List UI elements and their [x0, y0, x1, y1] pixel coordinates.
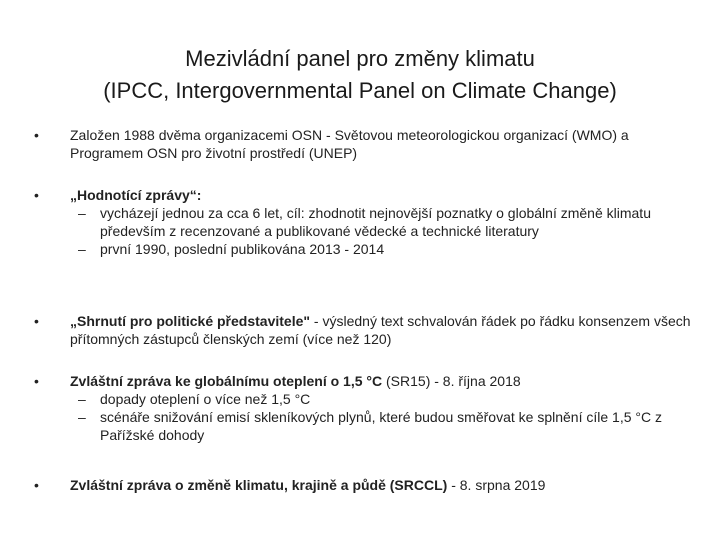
bullet-icon: • [34, 187, 39, 203]
sub-item [78, 408, 694, 444]
dash-icon: – [78, 205, 86, 221]
dash-icon: – [78, 409, 86, 425]
item-heading: „Shrnutí pro politické představitele" [70, 313, 311, 329]
item-heading: „Hodnotící zprávy“: [70, 187, 202, 203]
sub-item-text: dopady oteplení o více než 1,5 °C [100, 391, 311, 407]
sub-item [78, 390, 694, 408]
sub-item-text: vycházejí jednou za cca 6 let, cíl: zhodnotit nejnovější poznatky o globální změně klimatu především z recenzované a publikované vědecké a technické literatury [100, 205, 651, 239]
slide-title: Mezivládní panel pro změny klimatu [185, 46, 535, 71]
item-heading: Zvláštní zpráva ke globálnímu oteplení o 1,5 °C [70, 373, 383, 389]
slide-subtitle: (IPCC, Intergovernmental Panel on Climate Change) [103, 78, 617, 103]
sub-item [78, 204, 694, 240]
bullet-icon: • [34, 313, 39, 329]
dash-icon: – [78, 391, 86, 407]
bullet-item-founding [34, 126, 694, 162]
bullet-item-srccl [34, 476, 694, 494]
item-text: - výsledný text schvalován řádek po řádku konsenzem všech přítomných zástupců členských zemí (více než 120) [70, 313, 691, 347]
sub-item-text: první 1990, poslední publikována 2013 - 2014 [100, 241, 385, 257]
bullet-icon: • [34, 477, 39, 493]
sub-item [78, 240, 694, 258]
bullet-icon: • [34, 373, 39, 389]
item-text: Založen 1988 dvěma organizacemi OSN - Světovou meteorologickou organizací (WMO) a Programem OSN pro životní prostředí (UNEP) [70, 127, 629, 161]
sub-item-text: scénáře snižování emisí skleníkových plynů, které budou směřovat ke splnění cíle 1,5 °C z Pařížské dohody [100, 409, 662, 443]
dash-icon: – [78, 241, 86, 257]
item-heading: Zvláštní zpráva o změně klimatu, krajině a půdě (SRCCL) [70, 477, 448, 493]
item-text: - 8. srpna 2019 [447, 477, 546, 493]
bullet-icon: • [34, 127, 39, 143]
bullet-item-sr15 [34, 372, 694, 444]
bullet-item-assessment-reports [34, 186, 694, 258]
bullet-item-summary [34, 312, 694, 348]
item-text: (SR15) - 8. října 2018 [382, 373, 521, 389]
